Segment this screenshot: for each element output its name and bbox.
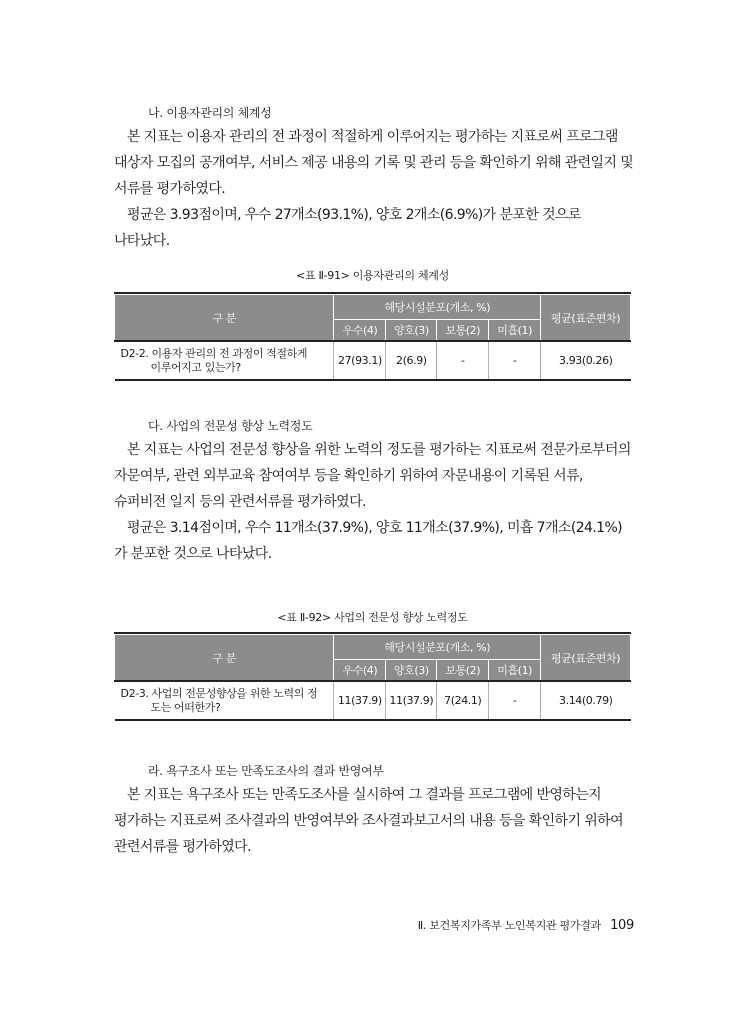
- header-mean: 평균(표준편차): [541, 635, 631, 682]
- row-item: [115, 681, 334, 720]
- header-poor: 미흡(1): [489, 660, 541, 682]
- header-distribution: 해당시설분포(개소, %): [334, 295, 541, 320]
- data-table: [114, 294, 631, 381]
- header-good: 양호(3): [386, 320, 437, 342]
- cell-mean: 3.14(0.79): [541, 681, 631, 720]
- paragraph: 본 지표는 사업의 전문성 향상을 위한 노력의 정도를 평가하는 지표로써 전문가로부터의 자문여부, 관련 외부교육 참여여부 등을 확인하기 위하여 자문내용이 기록된 서류, 슈퍼비전 일지 등의 관련서류를 평가하였다.: [114, 442, 631, 510]
- cell-poor: -: [489, 341, 541, 380]
- paragraph: 본 지표는 이용자 관리의 전 과정이 적절하게 이루어지는 평가하는 지표로써 프로그램 대상자 모집의 공개여부, 서비스 제공 내용의 기록 및 관리 등을 확인하기 위해 관련일지 및 서류를 평가하였다.: [114, 129, 634, 197]
- header-normal: 보통(2): [437, 660, 489, 682]
- cell-poor: -: [489, 681, 541, 720]
- header-mean: 평균(표준편차): [541, 295, 631, 342]
- paragraph: 평균은 3.93점이며, 우수 27개소(93.1%), 양호 2개소(6.9%)가 분포한 것으로 나타났다.: [114, 207, 581, 249]
- table-caption: <표 Ⅱ-91> 이용자관리의 체계성: [296, 269, 449, 282]
- header-poor: 미흡(1): [489, 320, 541, 342]
- cell-normal: -: [437, 341, 489, 380]
- section-heading-da: 다. 사업의 전문성 향상 노력정도: [148, 419, 313, 433]
- row-item: [115, 341, 334, 380]
- table-row: [115, 681, 631, 720]
- header-normal: 보통(2): [437, 320, 489, 342]
- section-heading-ra: 라. 욕구조사 또는 만족도조사의 결과 반영여부: [148, 764, 384, 778]
- cell-normal: 7(24.1): [437, 681, 489, 720]
- section-ra-body: [114, 782, 634, 860]
- header-excellent: 우수(4): [334, 320, 386, 342]
- section-heading-na: 나. 이용자관리의 체계성: [148, 106, 272, 120]
- cell-mean: 3.93(0.26): [541, 341, 631, 380]
- table-row: [115, 341, 631, 380]
- cell-excellent: 27(93.1): [334, 341, 386, 380]
- section-da-body: [114, 437, 634, 567]
- row-item-line2: 도는 어떠한가?: [150, 700, 221, 714]
- row-item-line2: 이루어지고 있는가?: [150, 360, 241, 374]
- data-table: [114, 634, 631, 721]
- header-excellent: 우수(4): [334, 660, 386, 682]
- cell-good: 11(37.9): [386, 681, 437, 720]
- cell-good: 2(6.9): [386, 341, 437, 380]
- section-na-body: [114, 124, 634, 254]
- header-item: 구 분: [115, 295, 334, 342]
- cell-excellent: 11(37.9): [334, 681, 386, 720]
- page-number: 109: [610, 918, 634, 933]
- header-item: 구 분: [115, 635, 334, 682]
- paragraph: 본 지표는 욕구조사 또는 만족도조사를 실시하여 그 결과를 프로그램에 반영하는지 평가하는 지표로써 조사결과의 반영여부와 조사결과보고서의 내용 등을 확인하기 위하여 관련서류를 평가하였다.: [114, 787, 623, 855]
- header-good: 양호(3): [386, 660, 437, 682]
- row-item-line1: D2-3. 사업의 전문성향상을 위한 노력의 정: [120, 686, 318, 700]
- running-title: Ⅱ. 보건복지가족부 노인복지관 평가결과: [417, 919, 601, 932]
- page-footer: [400, 917, 634, 933]
- header-distribution: 해당시설분포(개소, %): [334, 635, 541, 660]
- paragraph: 평균은 3.14점이며, 우수 11개소(37.9%), 양호 11개소(37.9%), 미흡 7개소(24.1%)가 분포한 것으로 나타났다.: [114, 520, 623, 562]
- row-item-line1: D2-2. 이용자 관리의 전 과정이 적절하게: [120, 346, 308, 360]
- table-caption: <표 Ⅱ-92> 사업의 전문성 향상 노력정도: [277, 611, 468, 624]
